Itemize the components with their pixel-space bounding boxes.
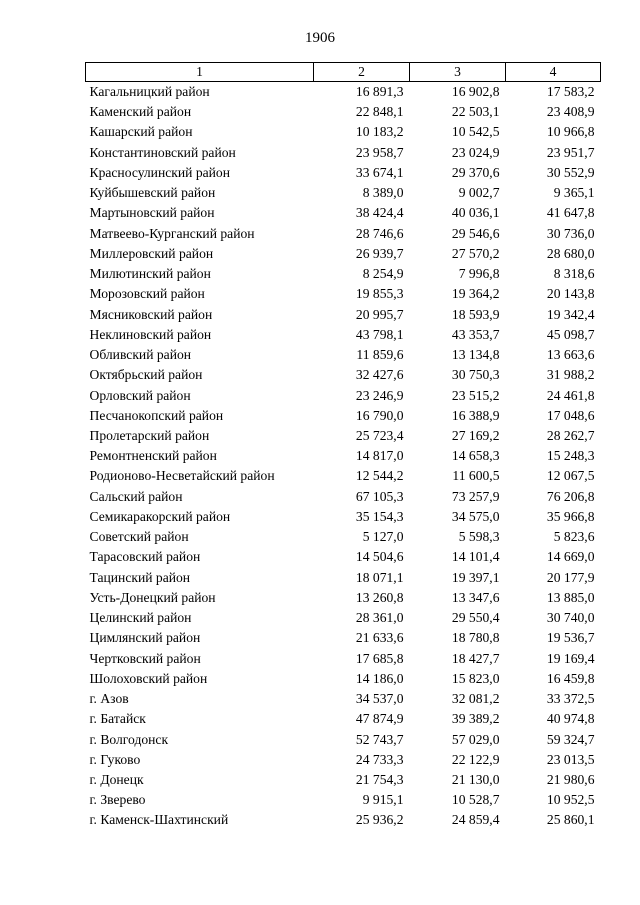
value-cell-col2: 23 958,7 [355, 144, 404, 160]
row-name-cell: Обливский район [89, 347, 192, 363]
table-row [86, 770, 601, 790]
value-cell-col4: 23 013,5 [546, 751, 595, 767]
value-cell-col3: 23 515,2 [451, 387, 500, 403]
value-cell-col2: 16 790,0 [355, 407, 404, 423]
value-cell-col2: 43 798,1 [355, 326, 404, 342]
value-cell-col2: 23 246,9 [355, 387, 404, 403]
value-cell-col4: 20 177,9 [546, 569, 595, 585]
value-cell-col4: 30 552,9 [546, 164, 595, 180]
row-name-cell: Шолоховский район [89, 670, 208, 686]
value-cell-col2: 17 685,8 [355, 650, 404, 666]
row-name-cell: Усть-Донецкий район [89, 589, 216, 605]
row-name-cell: г. Донецк [89, 771, 144, 787]
value-cell-col4: 40 974,8 [546, 711, 595, 727]
value-cell-col3: 29 546,6 [451, 225, 500, 241]
value-cell-col3: 10 542,5 [451, 124, 500, 140]
value-cell-col3: 40 036,1 [451, 205, 500, 221]
value-cell-col2: 35 154,3 [355, 508, 404, 524]
value-cell-col3: 21 130,0 [451, 771, 500, 787]
row-name-cell: Целинский район [89, 610, 192, 626]
table-row [86, 183, 601, 203]
value-cell-col2: 25 936,2 [355, 812, 404, 828]
value-cell-col4: 12 067,5 [546, 468, 595, 484]
value-cell-col2: 10 183,2 [355, 124, 404, 140]
value-cell-col3: 24 859,4 [451, 812, 500, 828]
value-cell-col2: 8 389,0 [362, 185, 404, 201]
value-cell-col3: 23 024,9 [451, 144, 500, 160]
table-row [86, 487, 601, 507]
value-cell-col2: 67 105,3 [355, 488, 404, 504]
row-name-cell: г. Батайск [89, 711, 146, 727]
value-cell-col3: 13 347,6 [451, 589, 500, 605]
value-cell-col4: 16 459,8 [546, 670, 595, 686]
value-cell-col4: 10 966,8 [546, 124, 595, 140]
row-name-cell: Тацинский район [89, 569, 191, 585]
table-row [86, 689, 601, 709]
value-cell-col3: 9 002,7 [458, 185, 500, 201]
value-cell-col4: 10 952,5 [546, 792, 595, 808]
value-cell-col4: 31 988,2 [546, 367, 595, 383]
data-table [85, 62, 601, 831]
value-cell-col3: 27 169,2 [451, 427, 500, 443]
value-cell-col3: 32 081,2 [451, 691, 500, 707]
value-cell-col4: 23 408,9 [546, 104, 595, 120]
row-name-cell: Цимлянский район [89, 630, 201, 646]
value-cell-col3: 19 364,2 [451, 286, 500, 302]
row-name-cell: г. Азов [89, 691, 129, 707]
row-name-cell: Матвеево-Курганский район [89, 225, 255, 241]
value-cell-col2: 18 071,1 [355, 569, 404, 585]
value-cell-col3: 10 528,7 [451, 792, 500, 808]
table-row [86, 527, 601, 547]
value-cell-col3: 16 902,8 [451, 84, 500, 99]
row-name-cell: Мартыновский район [89, 205, 215, 221]
value-cell-col4: 30 736,0 [546, 225, 595, 241]
value-cell-col4: 13 885,0 [546, 589, 595, 605]
value-cell-col2: 33 674,1 [355, 164, 404, 180]
table-row [86, 790, 601, 810]
row-name-cell: г. Гуково [89, 751, 141, 767]
table-header [86, 63, 601, 82]
header-row [86, 63, 601, 82]
value-cell-col4: 28 262,7 [546, 427, 595, 443]
value-cell-col2: 20 995,7 [355, 306, 404, 322]
table-row [86, 547, 601, 567]
row-name-cell: Сальский район [89, 488, 183, 504]
table-row [86, 264, 601, 284]
value-cell-col2: 34 537,0 [355, 691, 404, 707]
value-cell-col2: 26 939,7 [355, 245, 404, 261]
row-name-cell: г. Волгодонск [89, 731, 169, 747]
row-name-cell: Тарасовский район [89, 549, 201, 565]
row-name-cell: г. Каменск-Шахтинский [89, 812, 229, 828]
row-name-cell: Кагальницкий район [89, 84, 210, 99]
value-cell-col3: 57 029,0 [451, 731, 500, 747]
row-name-cell: Семикаракорский район [89, 508, 231, 524]
value-cell-col2: 21 754,3 [355, 771, 404, 787]
value-cell-col3: 14 101,4 [451, 549, 500, 565]
table-row [86, 446, 601, 466]
row-name-cell: Кашарский район [89, 124, 193, 140]
value-cell-col4: 14 669,0 [546, 549, 595, 565]
row-name-cell: Песчанокопский район [89, 407, 224, 423]
row-name-cell: Октябрьский район [89, 367, 203, 383]
value-cell-col3: 29 370,6 [451, 164, 500, 180]
value-cell-col2: 12 544,2 [355, 468, 404, 484]
value-cell-col4: 19 342,4 [546, 306, 595, 322]
table-row [86, 507, 601, 527]
value-cell-col3: 34 575,0 [451, 508, 500, 524]
table-row [86, 345, 601, 365]
value-cell-col3: 29 550,4 [451, 610, 500, 626]
value-cell-col3: 18 427,7 [451, 650, 500, 666]
table-row [86, 669, 601, 689]
table-row [86, 386, 601, 406]
value-cell-col2: 38 424,4 [355, 205, 404, 221]
value-cell-col3: 15 823,0 [451, 670, 500, 686]
value-cell-col2: 13 260,8 [355, 589, 404, 605]
value-cell-col2: 19 855,3 [355, 286, 404, 302]
value-cell-col2: 11 859,6 [356, 347, 404, 363]
value-cell-col4: 20 143,8 [546, 286, 595, 302]
value-cell-col2: 22 848,1 [355, 104, 404, 120]
page-number: 1906 [305, 30, 335, 46]
table-row [86, 325, 601, 345]
table-row [86, 365, 601, 385]
row-name-cell: Родионово-Несветайский район [89, 468, 275, 484]
row-name-cell: Каменский район [89, 104, 192, 120]
table-row [86, 628, 601, 648]
value-cell-col4: 17 048,6 [546, 407, 595, 423]
value-cell-col3: 30 750,3 [451, 367, 500, 383]
value-cell-col2: 32 427,6 [355, 367, 404, 383]
value-cell-col4: 9 365,1 [553, 185, 595, 201]
value-cell-col3: 16 388,9 [451, 407, 500, 423]
value-cell-col2: 5 127,0 [362, 529, 404, 545]
value-cell-col3: 7 996,8 [458, 266, 500, 282]
value-cell-col3: 22 503,1 [451, 104, 500, 120]
value-cell-col3: 11 600,5 [452, 468, 500, 484]
row-name-cell: Морозовский район [89, 286, 205, 302]
value-cell-col4: 45 098,7 [546, 326, 595, 342]
value-cell-col4: 15 248,3 [546, 448, 595, 464]
value-cell-col4: 19 536,7 [546, 630, 595, 646]
value-cell-col4: 13 663,6 [546, 347, 595, 363]
value-cell-col2: 21 633,6 [355, 630, 404, 646]
value-cell-col2: 9 915,1 [362, 792, 404, 808]
value-cell-col2: 25 723,4 [355, 427, 404, 443]
value-cell-col3: 27 570,2 [451, 245, 500, 261]
value-cell-col4: 41 647,8 [546, 205, 595, 221]
table-row [86, 426, 601, 446]
table-row [86, 750, 601, 770]
table-row [86, 82, 601, 103]
row-name-cell: Милютинский район [89, 266, 211, 282]
table-row [86, 203, 601, 223]
table-body [86, 82, 601, 831]
table-row [86, 588, 601, 608]
table-row [86, 406, 601, 426]
value-cell-col3: 19 397,1 [451, 569, 500, 585]
value-cell-col4: 76 206,8 [546, 488, 595, 504]
row-name-cell: Советский район [89, 529, 189, 545]
value-cell-col2: 14 817,0 [355, 448, 404, 464]
column-header-1: 1 [86, 63, 314, 82]
value-cell-col4: 23 951,7 [546, 144, 595, 160]
row-name-cell: Орловский район [89, 387, 191, 403]
column-header-4: 4 [506, 63, 601, 82]
table-row [86, 284, 601, 304]
value-cell-col2: 47 874,9 [355, 711, 404, 727]
value-cell-col4: 24 461,8 [546, 387, 595, 403]
value-cell-col3: 13 134,8 [451, 347, 500, 363]
table-row [86, 224, 601, 244]
row-name-cell: г. Зверево [89, 792, 146, 808]
table-row [86, 810, 601, 830]
column-header-3: 3 [410, 63, 506, 82]
table-row [86, 143, 601, 163]
table-row [86, 102, 601, 122]
row-name-cell: Куйбышевский район [89, 185, 216, 201]
value-cell-col4: 33 372,5 [546, 691, 595, 707]
table-row [86, 709, 601, 729]
row-name-cell: Мясниковский район [89, 306, 213, 322]
row-name-cell: Чертковский район [89, 650, 201, 666]
column-header-2: 2 [314, 63, 410, 82]
table-row [86, 163, 601, 183]
value-cell-col3: 18 780,8 [451, 630, 500, 646]
row-name-cell: Красносулинский район [89, 164, 230, 180]
value-cell-col4: 59 324,7 [546, 731, 595, 747]
value-cell-col2: 28 746,6 [355, 225, 404, 241]
value-cell-col3: 14 658,3 [451, 448, 500, 464]
value-cell-col3: 18 593,9 [451, 306, 500, 322]
value-cell-col2: 16 891,3 [355, 84, 404, 99]
value-cell-col2: 52 743,7 [355, 731, 404, 747]
row-name-cell: Пролетарский район [89, 427, 210, 443]
value-cell-col2: 24 733,3 [355, 751, 404, 767]
table-row [86, 730, 601, 750]
value-cell-col4: 35 966,8 [546, 508, 595, 524]
value-cell-col3: 43 353,7 [451, 326, 500, 342]
value-cell-col2: 8 254,9 [362, 266, 404, 282]
value-cell-col2: 14 186,0 [355, 670, 404, 686]
value-cell-col3: 5 598,3 [458, 529, 500, 545]
value-cell-col2: 28 361,0 [355, 610, 404, 626]
table-row [86, 649, 601, 669]
table-row [86, 608, 601, 628]
table-row [86, 244, 601, 264]
row-name-cell: Неклиновский район [89, 326, 212, 342]
value-cell-col4: 28 680,0 [546, 245, 595, 261]
table-row [86, 466, 601, 486]
value-cell-col3: 22 122,9 [451, 751, 500, 767]
table-row [86, 568, 601, 588]
value-cell-col4: 30 740,0 [546, 610, 595, 626]
table-row [86, 122, 601, 142]
value-cell-col4: 19 169,4 [546, 650, 595, 666]
value-cell-col4: 17 583,2 [546, 84, 595, 99]
value-cell-col3: 39 389,2 [451, 711, 500, 727]
table-row [86, 305, 601, 325]
row-name-cell: Ремонтненский район [89, 448, 217, 464]
value-cell-col2: 14 504,6 [355, 549, 404, 565]
row-name-cell: Миллеровский район [89, 245, 214, 261]
value-cell-col4: 5 823,6 [553, 529, 595, 545]
value-cell-col3: 73 257,9 [451, 488, 500, 504]
row-name-cell: Константиновский район [89, 144, 236, 160]
value-cell-col4: 8 318,6 [553, 266, 595, 282]
value-cell-col4: 21 980,6 [546, 771, 595, 787]
value-cell-col4: 25 860,1 [546, 812, 595, 828]
